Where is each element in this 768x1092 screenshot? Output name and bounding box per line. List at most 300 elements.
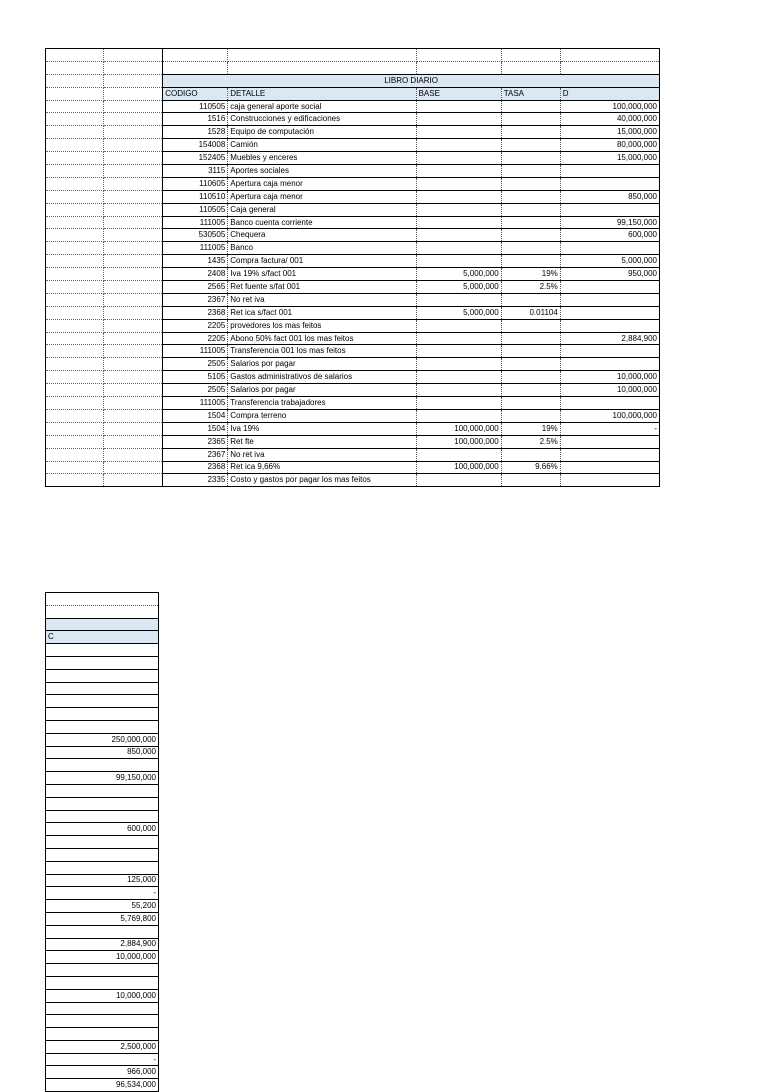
debit-cell[interactable]: 100,000,000 (560, 100, 659, 113)
cell[interactable] (46, 49, 104, 62)
cell[interactable] (104, 113, 163, 126)
credit-cell[interactable] (46, 976, 159, 989)
rate-cell[interactable] (501, 371, 560, 384)
credit-cell[interactable]: 55,200 (46, 900, 159, 913)
debit-cell[interactable] (560, 435, 659, 448)
cell[interactable] (46, 332, 104, 345)
debit-cell[interactable]: 600,000 (560, 229, 659, 242)
cell[interactable] (163, 49, 228, 62)
credit-cell[interactable] (46, 925, 159, 938)
cell[interactable] (104, 165, 163, 178)
cell[interactable] (416, 49, 501, 62)
cell[interactable] (104, 358, 163, 371)
cell[interactable] (46, 177, 104, 190)
cell[interactable] (46, 139, 104, 152)
detail-cell[interactable]: No ret iva (228, 448, 416, 461)
credit-cell[interactable]: 96,534,000 (46, 1079, 159, 1092)
credit-cell[interactable]: 99,150,000 (46, 772, 159, 785)
rate-cell[interactable] (501, 409, 560, 422)
rate-cell[interactable]: 2.5% (501, 281, 560, 294)
table-row (46, 229, 660, 242)
credit-cell[interactable]: 2,500,000 (46, 1040, 159, 1053)
debit-cell[interactable] (560, 306, 659, 319)
detail-cell[interactable]: Iva 19% s/fact 001 (228, 268, 416, 281)
code-cell[interactable]: 2205 (163, 332, 228, 345)
table-row (46, 861, 159, 874)
table-row (46, 1053, 159, 1066)
detail-cell[interactable]: Camión (228, 139, 416, 152)
rate-cell[interactable]: 0.01104 (501, 306, 560, 319)
rate-cell[interactable] (501, 165, 560, 178)
detail-cell[interactable]: Gastos administrativos de salarios (228, 371, 416, 384)
base-cell[interactable]: 5,000,000 (416, 281, 501, 294)
detail-cell[interactable]: Ret fte (228, 435, 416, 448)
cell[interactable] (104, 435, 163, 448)
base-cell[interactable] (416, 332, 501, 345)
debit-cell[interactable] (560, 242, 659, 255)
table-row (46, 255, 660, 268)
cell[interactable] (104, 255, 163, 268)
cell[interactable] (501, 61, 560, 74)
credit-cell[interactable] (46, 682, 159, 695)
cell[interactable] (46, 152, 104, 165)
debit-cell[interactable] (560, 203, 659, 216)
base-cell[interactable]: 100,000,000 (416, 435, 501, 448)
cell[interactable] (104, 49, 163, 62)
rate-cell[interactable] (501, 332, 560, 345)
table-row (46, 152, 660, 165)
credit-cell[interactable] (46, 848, 159, 861)
credit-cell[interactable] (46, 759, 159, 772)
code-cell[interactable]: 152405 (163, 152, 228, 165)
rate-cell[interactable] (501, 126, 560, 139)
detail-cell[interactable]: Ret ica s/fact 001 (228, 306, 416, 319)
cell[interactable] (46, 397, 104, 410)
detail-cell[interactable]: caja general aporte social (228, 100, 416, 113)
debit-cell[interactable] (560, 448, 659, 461)
detail-cell[interactable]: Compra factura/ 001 (228, 255, 416, 268)
rate-cell[interactable] (501, 229, 560, 242)
debit-cell[interactable] (560, 165, 659, 178)
base-cell[interactable] (416, 255, 501, 268)
detail-cell[interactable]: Aportes sociales (228, 165, 416, 178)
code-cell[interactable]: 110505 (163, 203, 228, 216)
cell[interactable] (501, 49, 560, 62)
detail-cell[interactable]: Apertura caja menor (228, 177, 416, 190)
table-row (46, 203, 660, 216)
table-row (46, 397, 660, 410)
detail-cell[interactable]: Ret ica 9,66% (228, 461, 416, 474)
detail-cell[interactable]: Transferencia 001 los mas feitos (228, 345, 416, 358)
cell[interactable] (46, 593, 159, 606)
detail-cell[interactable]: Apertura caja menor (228, 190, 416, 203)
cell[interactable] (104, 203, 163, 216)
blank-row (46, 593, 159, 606)
cell[interactable] (46, 74, 104, 87)
cell[interactable] (46, 319, 104, 332)
table-row (46, 695, 159, 708)
table-row (46, 113, 660, 126)
debit-cell[interactable]: 15,000,000 (560, 126, 659, 139)
credit-cell[interactable] (46, 644, 159, 657)
detail-cell[interactable]: Compra terreno (228, 409, 416, 422)
cell[interactable] (46, 474, 104, 487)
code-cell[interactable]: 2368 (163, 306, 228, 319)
cell[interactable] (560, 61, 659, 74)
cell[interactable] (104, 422, 163, 435)
rate-cell[interactable] (501, 177, 560, 190)
table-row (46, 474, 660, 487)
base-cell[interactable] (416, 100, 501, 113)
credit-cell[interactable]: 966,000 (46, 1066, 159, 1079)
cell[interactable] (46, 618, 159, 631)
table-row (46, 708, 159, 721)
detail-cell[interactable]: Transferencia trabajadores (228, 397, 416, 410)
code-cell[interactable]: 2505 (163, 384, 228, 397)
credit-cell[interactable] (46, 861, 159, 874)
cell[interactable] (104, 177, 163, 190)
code-cell[interactable]: 110605 (163, 177, 228, 190)
credit-cell[interactable]: 5,769,800 (46, 912, 159, 925)
detail-cell[interactable]: Banco (228, 242, 416, 255)
credit-cell[interactable] (46, 836, 159, 849)
code-cell[interactable]: 5105 (163, 371, 228, 384)
base-cell[interactable] (416, 242, 501, 255)
code-cell[interactable]: 111005 (163, 397, 228, 410)
credit-cell[interactable]: 2,884,900 (46, 938, 159, 951)
header-tasa: TASA (501, 87, 560, 100)
cell[interactable] (46, 203, 104, 216)
base-cell[interactable] (416, 216, 501, 229)
cell[interactable] (46, 345, 104, 358)
debit-cell[interactable] (560, 177, 659, 190)
cell[interactable] (104, 332, 163, 345)
table-row (46, 759, 159, 772)
rate-cell[interactable] (501, 319, 560, 332)
rate-cell[interactable] (501, 139, 560, 152)
base-cell[interactable] (416, 409, 501, 422)
table-row (46, 784, 159, 797)
code-cell[interactable]: 110510 (163, 190, 228, 203)
table-row (46, 268, 660, 281)
rate-cell[interactable] (501, 345, 560, 358)
detail-cell[interactable]: Banco cuenta corriente (228, 216, 416, 229)
cell[interactable] (104, 409, 163, 422)
cell[interactable] (46, 371, 104, 384)
table-row (46, 810, 159, 823)
rate-cell[interactable] (501, 397, 560, 410)
cell[interactable] (46, 358, 104, 371)
code-cell[interactable]: 111005 (163, 242, 228, 255)
code-cell[interactable]: 1528 (163, 126, 228, 139)
rate-cell[interactable]: 2.5% (501, 435, 560, 448)
code-cell[interactable]: 3115 (163, 165, 228, 178)
cell[interactable] (104, 448, 163, 461)
debit-cell[interactable]: 40,000,000 (560, 113, 659, 126)
cell[interactable] (46, 306, 104, 319)
detail-cell[interactable]: Chequera (228, 229, 416, 242)
code-cell[interactable]: 2565 (163, 281, 228, 294)
rate-cell[interactable]: 19% (501, 268, 560, 281)
cell[interactable] (104, 474, 163, 487)
credit-cell[interactable] (46, 1015, 159, 1028)
credit-cell[interactable] (46, 669, 159, 682)
credit-cell[interactable] (46, 1028, 159, 1041)
rate-cell[interactable] (501, 190, 560, 203)
credit-cell[interactable]: - (46, 887, 159, 900)
base-cell[interactable] (416, 319, 501, 332)
credit-cell[interactable] (46, 810, 159, 823)
credit-cell[interactable] (46, 708, 159, 721)
table-row (46, 1015, 159, 1028)
debit-cell[interactable] (560, 461, 659, 474)
detail-cell[interactable]: Ret fuente s/fat 001 (228, 281, 416, 294)
cell[interactable] (104, 306, 163, 319)
table-row (46, 874, 159, 887)
rate-cell[interactable] (501, 255, 560, 268)
cell[interactable] (104, 345, 163, 358)
debit-cell[interactable]: 99,150,000 (560, 216, 659, 229)
cell[interactable] (46, 422, 104, 435)
cell[interactable] (104, 87, 163, 100)
header-row (46, 87, 660, 100)
code-cell[interactable]: 2408 (163, 268, 228, 281)
cell[interactable] (416, 61, 501, 74)
code-cell[interactable]: 2367 (163, 293, 228, 306)
debit-cell[interactable]: 950,000 (560, 268, 659, 281)
cell[interactable] (104, 61, 163, 74)
base-cell[interactable] (416, 152, 501, 165)
debit-cell[interactable] (560, 397, 659, 410)
table-row (46, 1040, 159, 1053)
cell[interactable] (46, 113, 104, 126)
base-cell[interactable]: 5,000,000 (416, 306, 501, 319)
cell[interactable] (104, 139, 163, 152)
code-cell[interactable]: 111005 (163, 345, 228, 358)
code-cell[interactable]: 2368 (163, 461, 228, 474)
cell[interactable] (46, 268, 104, 281)
code-cell[interactable]: 2335 (163, 474, 228, 487)
base-cell[interactable] (416, 384, 501, 397)
rate-cell[interactable] (501, 100, 560, 113)
credit-cell[interactable] (46, 964, 159, 977)
cell[interactable] (228, 49, 416, 62)
debit-cell[interactable]: 100,000,000 (560, 409, 659, 422)
rate-cell[interactable]: 19% (501, 422, 560, 435)
credit-cell[interactable]: 10,000,000 (46, 951, 159, 964)
credit-cell[interactable] (46, 695, 159, 708)
cell[interactable] (163, 61, 228, 74)
debit-cell[interactable]: 850,000 (560, 190, 659, 203)
rate-cell[interactable] (501, 474, 560, 487)
code-cell[interactable]: 2505 (163, 358, 228, 371)
credit-cell[interactable]: 600,000 (46, 823, 159, 836)
cell[interactable] (104, 293, 163, 306)
table-row (46, 126, 660, 139)
table-row (46, 281, 660, 294)
detail-cell[interactable]: Abono 50% fact 001 los mas feitos (228, 332, 416, 345)
rate-cell[interactable] (501, 384, 560, 397)
cell[interactable] (104, 216, 163, 229)
cell[interactable] (104, 397, 163, 410)
detail-cell[interactable]: Salarios por pagar (228, 358, 416, 371)
base-cell[interactable] (416, 165, 501, 178)
cell[interactable] (46, 605, 159, 618)
code-cell[interactable]: 530505 (163, 229, 228, 242)
cell[interactable] (46, 100, 104, 113)
cell[interactable] (228, 61, 416, 74)
detail-cell[interactable]: Salarios por pagar (228, 384, 416, 397)
header-credit: C (46, 631, 159, 644)
table-row (46, 422, 660, 435)
rate-cell[interactable] (501, 448, 560, 461)
cell[interactable] (104, 268, 163, 281)
debit-cell[interactable]: - (560, 422, 659, 435)
cell[interactable] (46, 87, 104, 100)
detail-cell[interactable]: Construcciones y edificaciones (228, 113, 416, 126)
code-cell[interactable]: 1516 (163, 113, 228, 126)
table-row (46, 177, 660, 190)
rate-cell[interactable] (501, 293, 560, 306)
debit-cell[interactable]: 10,000,000 (560, 371, 659, 384)
credit-cell[interactable] (46, 797, 159, 810)
rate-cell[interactable] (501, 113, 560, 126)
code-cell[interactable]: 110505 (163, 100, 228, 113)
base-cell[interactable]: 100,000,000 (416, 422, 501, 435)
cell[interactable] (104, 461, 163, 474)
base-cell[interactable] (416, 474, 501, 487)
base-cell[interactable] (416, 397, 501, 410)
code-cell[interactable]: 2367 (163, 448, 228, 461)
base-cell[interactable] (416, 177, 501, 190)
cell[interactable] (104, 242, 163, 255)
code-cell[interactable]: 1504 (163, 409, 228, 422)
detail-cell[interactable]: Iva 19% (228, 422, 416, 435)
table-row (46, 216, 660, 229)
cell[interactable] (46, 448, 104, 461)
detail-cell[interactable]: Costo y gastos por pagar los mas feitos (228, 474, 416, 487)
detail-cell[interactable]: Muebles y enceres (228, 152, 416, 165)
credit-cell[interactable] (46, 1002, 159, 1015)
cell[interactable] (104, 319, 163, 332)
detail-cell[interactable]: Equipo de computación (228, 126, 416, 139)
cell[interactable] (46, 126, 104, 139)
debit-cell[interactable]: 80,000,000 (560, 139, 659, 152)
table-row (46, 100, 660, 113)
code-cell[interactable]: 1435 (163, 255, 228, 268)
rate-cell[interactable] (501, 358, 560, 371)
cell[interactable] (104, 152, 163, 165)
cell[interactable] (46, 165, 104, 178)
base-cell[interactable] (416, 203, 501, 216)
table-row (46, 345, 660, 358)
cell[interactable] (46, 61, 104, 74)
rate-cell[interactable] (501, 152, 560, 165)
base-cell[interactable] (416, 448, 501, 461)
cell[interactable] (104, 126, 163, 139)
cell[interactable] (46, 293, 104, 306)
base-cell[interactable]: 100,000,000 (416, 461, 501, 474)
rate-cell[interactable]: 9.66% (501, 461, 560, 474)
cell[interactable] (104, 229, 163, 242)
debit-cell[interactable]: 15,000,000 (560, 152, 659, 165)
rate-cell[interactable] (501, 242, 560, 255)
credit-cell[interactable]: 250,000,000 (46, 733, 159, 746)
base-cell[interactable] (416, 345, 501, 358)
cell[interactable] (104, 371, 163, 384)
blank-row (46, 49, 660, 62)
debit-cell[interactable] (560, 358, 659, 371)
rate-cell[interactable] (501, 216, 560, 229)
table-row (46, 772, 159, 785)
table-row (46, 1066, 159, 1079)
credit-cell[interactable] (46, 784, 159, 797)
debit-cell[interactable] (560, 281, 659, 294)
base-cell[interactable] (416, 358, 501, 371)
detail-cell[interactable]: Caja general (228, 203, 416, 216)
base-cell[interactable] (416, 229, 501, 242)
debit-cell[interactable] (560, 345, 659, 358)
debit-cell[interactable]: 5,000,000 (560, 255, 659, 268)
debit-cell[interactable]: 10,000,000 (560, 384, 659, 397)
cell[interactable] (104, 384, 163, 397)
cell[interactable] (560, 49, 659, 62)
cell[interactable] (104, 190, 163, 203)
code-cell[interactable]: 111005 (163, 216, 228, 229)
base-cell[interactable] (416, 126, 501, 139)
base-cell[interactable] (416, 293, 501, 306)
cell[interactable] (46, 435, 104, 448)
base-cell[interactable]: 5,000,000 (416, 268, 501, 281)
debit-cell[interactable]: 2,884,900 (560, 332, 659, 345)
credit-cell[interactable] (46, 720, 159, 733)
credit-cell[interactable]: - (46, 1053, 159, 1066)
code-cell[interactable]: 1504 (163, 422, 228, 435)
cell[interactable] (104, 100, 163, 113)
table-row (46, 293, 660, 306)
credit-cell[interactable]: 850,000 (46, 746, 159, 759)
code-cell[interactable]: 154008 (163, 139, 228, 152)
credit-cell[interactable]: 125,000 (46, 874, 159, 887)
base-cell[interactable] (416, 139, 501, 152)
cell[interactable] (46, 216, 104, 229)
rate-cell[interactable] (501, 203, 560, 216)
cell[interactable] (46, 384, 104, 397)
code-cell[interactable]: 2205 (163, 319, 228, 332)
detail-cell[interactable]: No ret iva (228, 293, 416, 306)
cell[interactable] (46, 229, 104, 242)
code-cell[interactable]: 2365 (163, 435, 228, 448)
cell[interactable] (46, 255, 104, 268)
cell[interactable] (46, 461, 104, 474)
base-cell[interactable] (416, 190, 501, 203)
credit-cell[interactable] (46, 656, 159, 669)
cell[interactable] (46, 281, 104, 294)
base-cell[interactable] (416, 113, 501, 126)
credit-cell[interactable]: 10,000,000 (46, 989, 159, 1002)
debit-cell[interactable] (560, 293, 659, 306)
cell[interactable] (46, 242, 104, 255)
cell[interactable] (104, 74, 163, 87)
debit-cell[interactable] (560, 474, 659, 487)
detail-cell[interactable]: provedores los mas feitos (228, 319, 416, 332)
cell[interactable] (46, 409, 104, 422)
debit-cell[interactable] (560, 319, 659, 332)
cell[interactable] (104, 281, 163, 294)
base-cell[interactable] (416, 371, 501, 384)
table-row (46, 925, 159, 938)
cell[interactable] (46, 190, 104, 203)
